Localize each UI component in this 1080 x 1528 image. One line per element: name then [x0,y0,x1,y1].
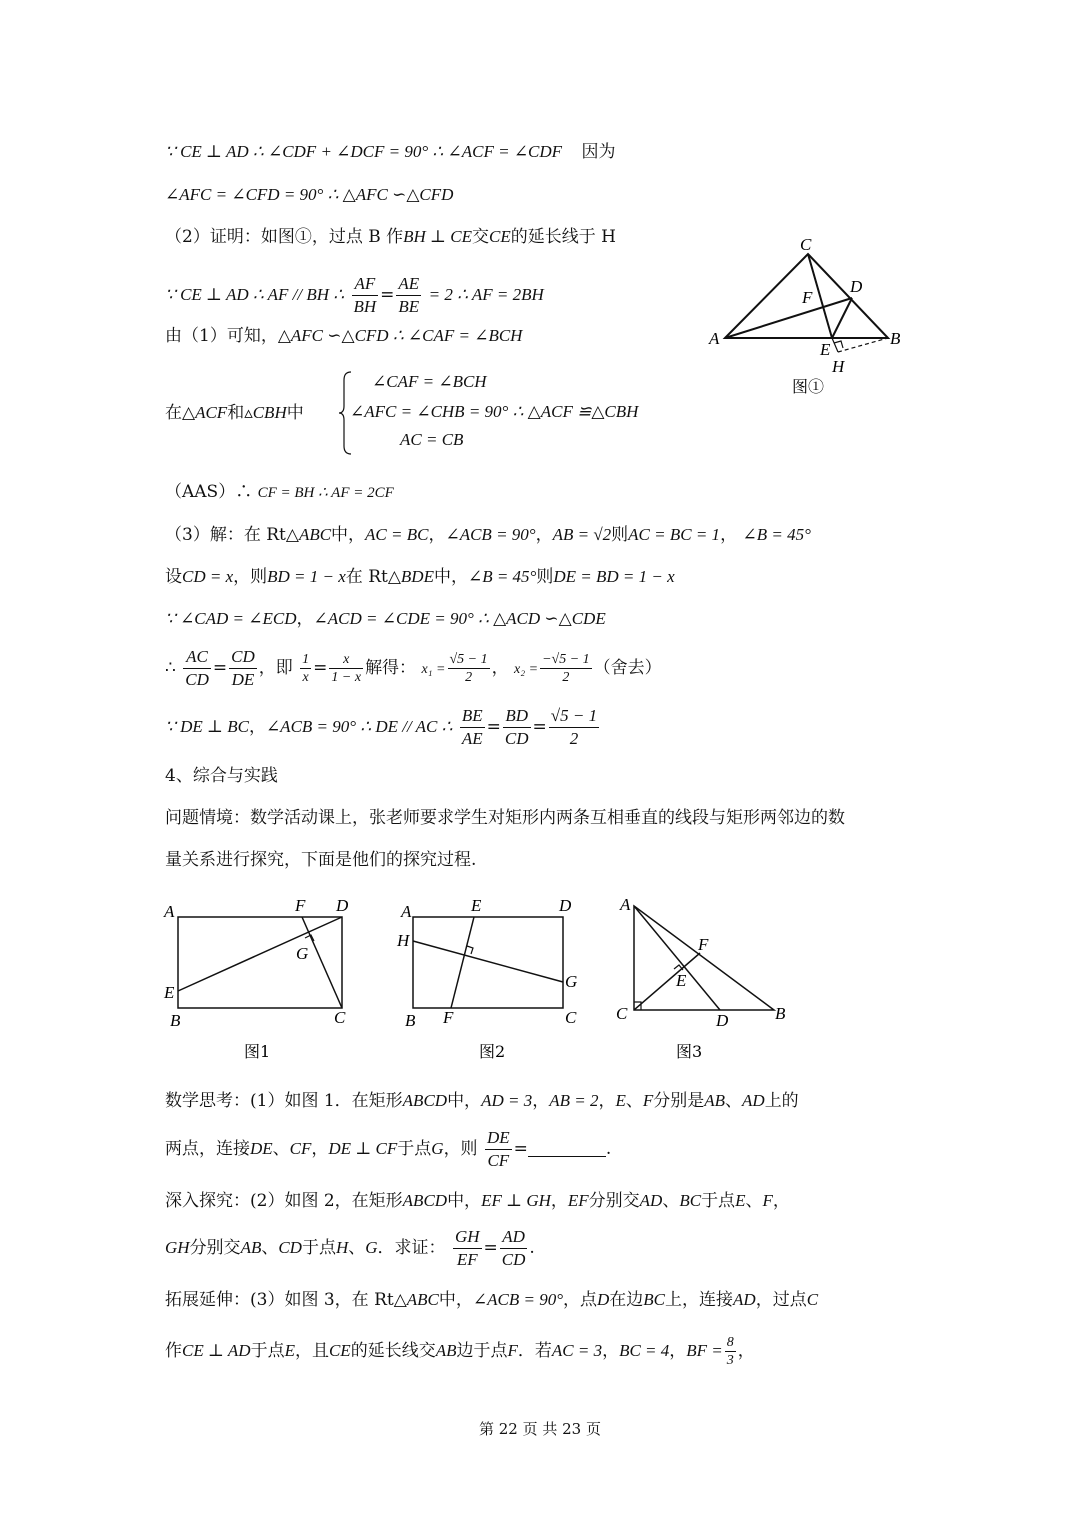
question-2-line-2 [165,1226,535,1271]
math-text: BC [643,1290,666,1309]
denominator: CF [487,1151,510,1170]
text: 设 [165,567,182,587]
figure-triangle-1 [700,228,920,408]
text: 、 [745,1191,763,1211]
math-text: AB = √2 [552,525,612,544]
text: 中， [438,1290,473,1310]
text: 的延长线于 H [510,227,616,247]
denominator: 2 [465,670,473,685]
label-G: G [565,972,578,991]
numerator: AD [500,1226,528,1249]
text: 、 [272,1139,290,1159]
equals-sign: = [313,658,328,678]
label-F: F [443,1008,454,1027]
text: ．求证： [377,1238,446,1258]
math-text: x₂ = [514,662,539,677]
math-text: ▵CBH [244,403,287,422]
label-F: F [295,896,306,915]
text: （AAS）∴ [165,482,253,502]
numerator: 1 [302,652,310,667]
text: 中， [433,567,468,587]
text: 在边 [609,1290,644,1310]
math-text: ∠B = 45° [467,567,537,586]
text: （2）证明：如图①，过点 B 作 [165,227,404,247]
math-text: EF [567,1191,589,1210]
label-G: G [296,944,309,963]
solution-3-line-1 [165,523,811,547]
math-text: ∵ ∠CAD = ∠ECD [165,609,297,628]
text: 分别交 [189,1238,241,1258]
text: 则 [611,525,629,545]
text: 中， [447,1191,482,1211]
fraction [549,705,599,750]
label-A: A [620,895,631,914]
text: ， [602,1341,620,1361]
text: 上，连接 [665,1290,734,1310]
figure-triangle-3 [610,890,800,1065]
figure-rect-1 [160,895,360,1065]
math-text: CE ⊥ AD [182,1341,251,1360]
text: 于点 [701,1191,736,1211]
fraction [460,705,485,750]
text: 深入探究：(2）如图 2，在矩形 [165,1191,403,1211]
figure-caption: 图1 [244,1042,271,1061]
numerator: 8 [726,1335,734,1350]
solution-3-line-5 [165,705,601,750]
label-B: B [170,1011,181,1030]
math-text: BH ⊥ CE [403,227,472,246]
fraction [183,646,211,691]
question-3-line-1 [165,1288,818,1312]
text: 两点，连接 [165,1139,250,1159]
proof-line-2 [165,273,544,318]
math-text: △ACF [182,403,228,422]
math-text: G [365,1238,378,1257]
proof-line-3 [165,324,522,348]
text: ， [428,525,446,545]
text: ， [737,1341,755,1361]
math-text: CE [328,1341,351,1360]
fraction [396,273,421,318]
solution-3-line-4 [165,646,662,691]
text: ， [532,1091,550,1111]
system-row: ∠CAF = ∠BCH [372,372,487,391]
label-D: D [559,896,572,915]
label-E: E [471,896,482,915]
fraction [503,705,531,750]
text: ， [535,525,553,545]
question-3-line-2 [165,1334,755,1369]
proof-line-5 [165,480,394,505]
text: ，则 [233,567,268,587]
numerator: √5 − 1 [449,652,488,667]
text: 则 [536,567,554,587]
math-text: ∠ACD = ∠CDE = 90° ∴ △ACD ∽△CDE [313,609,606,628]
text: 、 [348,1238,366,1258]
text: ，即 [258,658,293,678]
math-text: AC = BC [365,525,429,544]
answer-blank[interactable] [528,1140,606,1157]
math-text: CD [278,1238,302,1257]
problem-text-1: 问题情境：数学活动课上，张老师要求学生对矩形内两条互相垂直的线段与矩形两邻边的数 [165,808,845,828]
text: ， [296,609,314,629]
text: ∴ [165,658,176,678]
solution-3-line-2 [165,565,675,589]
equals-sign: = [513,1139,528,1159]
label-D: D [850,277,863,296]
fraction [229,646,257,691]
denominator: CD [501,1250,526,1269]
figure-caption: 图3 [676,1042,703,1061]
text: 由（1）可知， [165,326,278,346]
math-text: H [335,1238,349,1257]
label-A: A [401,902,412,921]
label-D: D [336,896,349,915]
math-text: AB [435,1341,457,1360]
text: 、 [725,1091,743,1111]
fraction [540,651,592,686]
math-text: AD [733,1290,756,1309]
math-text: G [431,1139,444,1158]
math-text: D [597,1290,610,1309]
denominator: x [302,670,309,685]
math-text: E [284,1341,295,1360]
denominator: CD [185,670,209,689]
text: ，且 [294,1341,329,1361]
math-text: ABCD [402,1191,448,1210]
denominator: 3 [726,1353,734,1368]
denominator: 1 − x [331,670,362,685]
figure-caption: 图① [792,377,825,396]
question-1-line-1 [165,1089,799,1113]
math-text: F [642,1091,654,1110]
text: ， [720,525,738,545]
math-text: ABCD [402,1091,448,1110]
text: . [529,1238,535,1258]
math-text: AD [639,1191,663,1210]
text: 上的 [764,1091,799,1111]
page-footer: 第 22 页 共 23 页 [478,1420,601,1438]
math-text: AB [240,1238,262,1257]
denominator: AE [461,729,483,748]
text: ， [248,717,266,737]
numerator: −√5 − 1 [542,652,590,667]
text: （3）解：在 Rt△ [165,525,299,545]
label-H: H [397,931,410,950]
label-A: A [164,902,175,921]
label-C: C [800,235,812,254]
section-heading: 4、综合与实践 [165,766,278,786]
math-text: BD = 1 − x [267,567,346,586]
equals-sign: = [380,285,395,305]
math-text: DE [250,1139,273,1158]
math-text: ∠B = 45° [742,525,811,544]
equals-sign: = [483,1238,498,1258]
label-F: F [802,288,813,307]
label-B: B [775,1004,786,1023]
math-text: x₁ = [421,662,446,677]
fraction [329,651,363,686]
fraction [448,651,490,686]
label-C: C [334,1008,346,1027]
fraction [485,1127,512,1172]
numerator: GH [453,1226,482,1249]
equals-sign: = [532,717,547,737]
system-row: AC = CB [400,430,464,449]
math-text: BF = [686,1341,723,1360]
math-text: AB = 2 [549,1091,599,1110]
text: ， [311,1139,329,1159]
label-E: E [676,971,687,990]
denominator: CD [504,729,529,748]
math-text: ∵ CE ⊥ AD ∴ ∠CDF + ∠DCF = 90° ∴ ∠ACF = ∠CDF [165,142,563,161]
text: （舍去） [593,658,662,678]
label-C: C [565,1008,577,1027]
math-text: ABC [298,525,332,544]
figure-caption: 图2 [479,1042,506,1061]
text: 拓展延伸：(3）如图 3，在 Rt△ [165,1290,407,1310]
text: 、 [625,1091,643,1111]
text: 中， [331,525,366,545]
text: 中 [286,403,304,423]
math-text: CF [289,1139,312,1158]
numerator: CD [229,646,257,669]
numerator: AE [396,273,421,296]
math-text: AC = BC = 1 [628,525,721,544]
text: 作 [165,1341,182,1361]
denominator: BH [353,297,377,316]
text: ，点 [563,1290,598,1310]
math-text: AD [742,1091,765,1110]
text: 和 [227,403,245,423]
fraction [453,1226,482,1271]
text: 分别交 [588,1191,640,1211]
text: 于点 [397,1139,432,1159]
text: ，则 [443,1139,478,1159]
label-C: C [616,1004,628,1023]
math-text: ABC [406,1290,439,1309]
text: 边于点 [456,1341,508,1361]
text: 因为 [581,142,616,162]
math-text: CF = BH ∴ AF = 2CF [257,485,394,501]
label-D: D [716,1011,729,1030]
text: 于点 [301,1238,336,1258]
label-H: H [832,357,845,376]
solution-3-line-3 [165,607,606,631]
math-text: ∠ACB = 90° [445,525,536,544]
math-text: BDE [400,567,434,586]
text: ．若 [517,1341,552,1361]
label-B: B [890,329,901,348]
fraction [500,1226,528,1271]
equals-sign: = [486,717,501,737]
figure-rect-2 [395,895,595,1065]
denominator: BE [398,297,420,316]
math-text: E [735,1191,746,1210]
math-text: DE = BD = 1 − x [553,567,675,586]
text: ， [669,1341,687,1361]
text: 于点 [250,1341,285,1361]
math-text: BC = 4 [619,1341,670,1360]
math-text: ∠AFC = ∠CFD = 90° ∴ △AFC ∽△CFD [165,185,454,204]
numerator: √5 − 1 [549,705,599,728]
problem-text-2: 量关系进行探究，下面是他们的探究过程. [165,850,477,870]
fraction [300,651,311,686]
math-text: AD = 3 [481,1091,533,1110]
text: ， [491,658,509,678]
numerator: AC [183,646,211,669]
math-text: F [762,1191,773,1210]
text: 中， [447,1091,482,1111]
text: ， [598,1091,616,1111]
denominator: 2 [562,670,570,685]
text: 、 [261,1238,279,1258]
text: 解得： [365,658,417,678]
numerator: DE [485,1127,512,1150]
denominator: 2 [569,729,579,748]
math-text: ∠ACB = 90° [472,1290,564,1309]
math-text: AC = 3 [551,1341,603,1360]
equals-sign: = [212,658,228,678]
label-A: A [709,329,720,348]
text: ， [772,1191,790,1211]
math-text: F [507,1341,518,1360]
denominator: EF [456,1250,478,1269]
question-1-line-2: 两点，连接DE、CF，DE ⊥ CF于点G，则 $\frac{DE}{CF}$ = . [165,1128,612,1170]
text: 分别是 [653,1091,705,1111]
label-B: B [405,1011,416,1030]
math-text: ∵ DE ⊥ BC [165,717,249,736]
text: 的延长线交 [350,1341,436,1361]
system-row: ∠AFC = ∠CHB = 90° ∴ △ACF ≌△CBH [350,402,639,421]
numerator: BD [503,705,531,728]
proof-line-1 [165,225,616,249]
math-text: CE [489,227,511,246]
text: 交 [472,227,489,247]
text: ， [550,1191,568,1211]
label-E: E [820,340,831,359]
math-text: E [615,1091,626,1110]
label-F: F [698,935,709,954]
numerator: BE [460,705,485,728]
math-text: AB [704,1091,726,1110]
fraction [352,273,379,318]
fraction [725,1334,736,1369]
proof-line-4 [165,401,304,425]
question-2-line-1 [165,1189,790,1213]
math-text: △AFC ∽△CFD ∴ ∠CAF = ∠BCH [277,326,523,345]
math-text: CD = x [182,567,234,586]
math-text: ∠ACB = 90° ∴ DE // AC ∴ [265,717,453,736]
text: 在 Rt△ [345,567,401,587]
text: 、 [662,1191,680,1211]
math-text: DE ⊥ CF [328,1139,398,1158]
text: 数学思考：(1）如图 1．在矩形 [165,1091,403,1111]
solution-line-2 [165,183,453,207]
math-text: EF ⊥ GH [481,1191,551,1210]
numerator: AF [352,273,379,296]
text: ，过点 [755,1290,807,1310]
math-text: = 2 ∴ AF = 2BH [428,285,544,304]
math-text: C [806,1290,819,1309]
text: 在 [165,403,182,423]
solution-line-1 [165,140,615,164]
denominator: DE [231,670,255,689]
math-text: GH [165,1238,190,1257]
label-E: E [164,983,175,1002]
math-text: ∵ CE ⊥ AD ∴ AF // BH ∴ [165,285,345,304]
math-text: BC [679,1191,702,1210]
numerator: x [329,651,363,669]
